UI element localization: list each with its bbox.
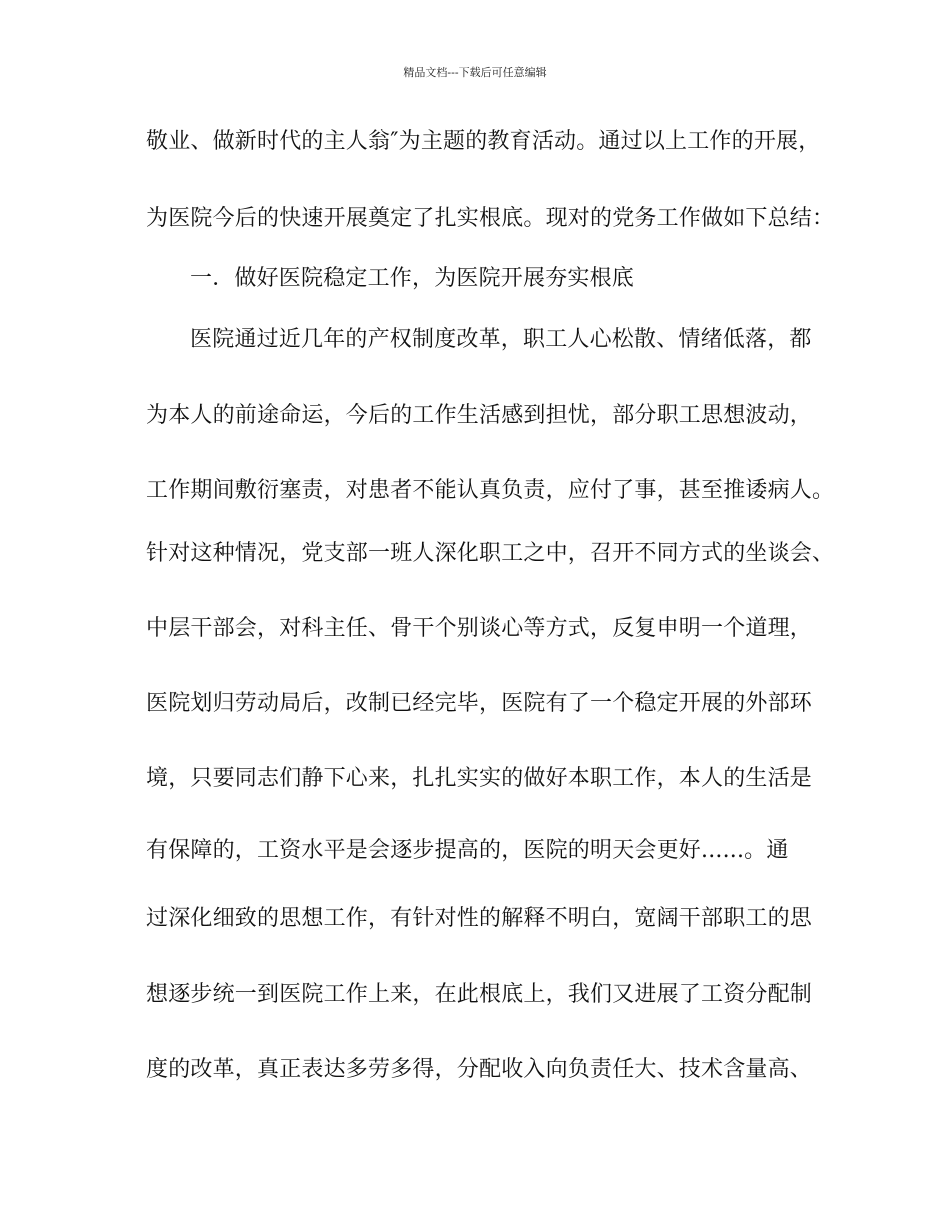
body-line: 中层干部会，对科主任、骨干个别谈心等方式，反复申明一个道理， xyxy=(146,616,813,641)
body-line: 有保障的，工资水平是会逐步提高的，医院的明天会更好......。通 xyxy=(146,838,789,863)
body-line: 为医院今后的快速开展奠定了扎实根底。现对的党务工作做如下总结： xyxy=(146,206,835,231)
body-line: 度的改革，真正表达多劳多得，分配收入向负责任大、技术含量高、 xyxy=(146,1057,813,1082)
paragraph-first-line: 医院通过近几年的产权制度改革，职工人心松散、情绪低落，都 xyxy=(190,327,812,352)
body-line: 敬业、做新时代的主人翁″为主题的教育活动。通过以上工作的开展， xyxy=(146,129,821,154)
section-heading: 一．做好医院稳定工作，为医院开展夯实根底 xyxy=(190,266,635,291)
body-line: 过深化细致的思想工作，有针对性的解释不明白，宽阔干部职工的思 xyxy=(146,906,813,931)
body-line: 工作期间敷衍塞责，对患者不能认真负责，应付了事，甚至推诿病人。 xyxy=(146,478,835,503)
body-line: 境，只要同志们静下心来，扎扎实实的做好本职工作，本人的生活是 xyxy=(146,766,813,791)
body-line: 医院划归劳动局后，改制已经完毕，医院有了一个稳定开展的外部环 xyxy=(146,691,813,716)
body-line: 想逐步统一到医院工作上来，在此根底上，我们又进展了工资分配制 xyxy=(146,982,813,1007)
body-line: 针对这种情况，党支部一班人深化职工之中，召开不同方式的坐谈会、 xyxy=(146,541,835,566)
page-header: 精品文档---下载后可任意编辑 xyxy=(403,66,547,79)
body-line: 为本人的前途命运，今后的工作生活感到担忧，部分职工思想波动， xyxy=(146,403,813,428)
